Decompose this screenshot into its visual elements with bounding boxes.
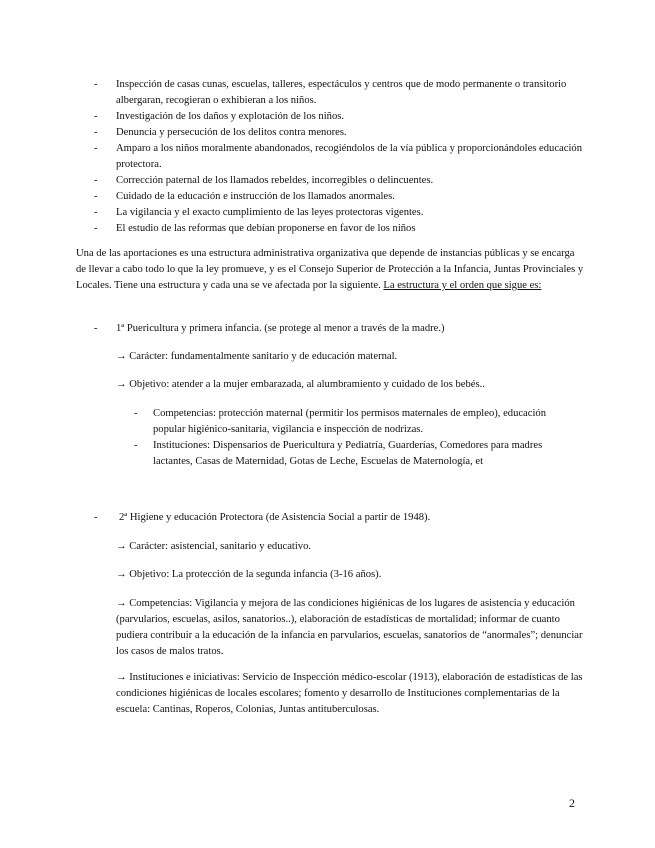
section-1-sublist: [132, 406, 560, 470]
section-1-objetivo: → Objetivo: atender a la mujer embarazada, al alumbramiento y cuidado de los bebés..: [116, 379, 485, 390]
section-2-objetivo: → Objetivo: La protección de la segunda infancia (3-16 años).: [116, 569, 382, 580]
intro-text: Una de las aportaciones es una estructura administrativa organizativa que depende de instancias públicas y se encarga de llevar a cabo todo lo que la ley promueve, y es el Consejo Superior de Protección a la Infancia, Juntas Provinciales y Locales. Tiene una estructura y cada una se ve afectada por la siguiente.: [76, 248, 584, 291]
section-2-instituciones: → Instituciones e iniciativas: Servicio de Inspección médico-escolar (1913), elaboración de estadísticas de las condiciones higiénicas de locales escolares; fomento y desarrollo de Instituciones complementarias de la escuela: Cantinas, Roperos, Colonias, Juntas antituberculosas.: [116, 672, 583, 715]
sublist-item: - Instituciones: Dispensarios de Puericultura y Pediatría, Guarderías, Comedores para madres lactantes, Casas de Maternidad, Gotas de Leche, Escuelas de Maternología, et: [132, 438, 560, 470]
list-item: - Denuncia y persecución de los delitos contra menores.: [86, 125, 586, 141]
list-item: - Amparo a los niños moralmente abandonados, recogiéndolos de la vía pública y proporcionándoles educación protectora.: [86, 141, 586, 173]
list-item: - Inspección de casas cunas, escuelas, talleres, espectáculos y centros que de modo permanente o transitorio albergaran, recogieran o exhibieran a los niños.: [86, 77, 586, 109]
list-item: - El estudio de las reformas que debían proponerse en favor de los niños: [86, 221, 586, 237]
section-2-title: 2ª Higiene y educación Protectora (de Asistencia Social a partir de 1948).: [119, 512, 431, 523]
page-number: 2: [569, 796, 575, 810]
dash-bullet: -: [94, 323, 98, 334]
sublist-item: - Competencias: protección maternal (permitir los permisos maternales de empleo), educación popular higiénico-sanitaria, vigilancia e inspección de nodrizas.: [132, 406, 560, 438]
intro-underlined-text: La estructura y el orden que sigue es:: [383, 280, 542, 291]
list-item: - Cuidado de la educación e instrucción de los llamados anormales.: [86, 189, 586, 205]
list-item: - Corrección paternal de los llamados rebeldes, incorregibles o delincuentes.: [86, 173, 586, 189]
list-item: - Investigación de los daños y explotación de los niños.: [86, 109, 586, 125]
intro-paragraph: [76, 246, 586, 294]
section-1-title: 1ª Puericultura y primera infancia. (se protege al menor a través de la madre.): [116, 323, 445, 334]
section-2-caracter: → Carácter: asistencial, sanitario y educativo.: [116, 541, 312, 552]
protection-functions-list: [86, 77, 586, 237]
list-item: - La vigilancia y el exacto cumplimiento de las leyes protectoras vigentes.: [86, 205, 586, 221]
dash-bullet: -: [94, 512, 98, 523]
section-2-competencias: → Competencias: Vigilancia y mejora de las condiciones higiénicas de los lugares de asistencia y educación (parvularios, escuelas, asilos, sanatorios..), elaboración de estadísticas de mortalidad; informar de cuanto pudiera contribuir a la educación de la infancia en parvularios, escuelas, sanatorios de “anormales”; denunciar los casos de malos tratos.: [116, 598, 583, 657]
section-1-caracter: → Carácter: fundamentalmente sanitario y de educación maternal.: [116, 351, 398, 362]
